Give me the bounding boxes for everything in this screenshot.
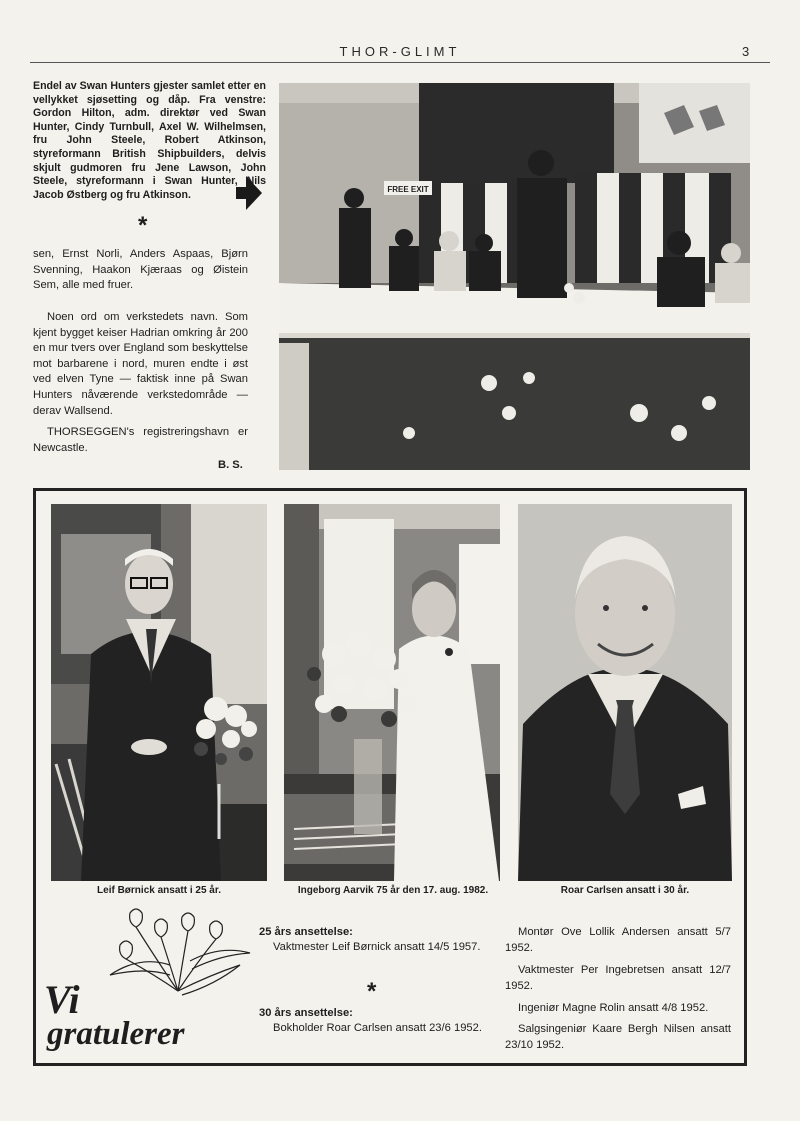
anniversary-entry: Montør Ove Lollik Andersen ansatt 5/7 1952. bbox=[505, 926, 731, 954]
arrow-right-icon bbox=[246, 176, 262, 210]
photo-caption: Ingeborg Aarvik 75 år den 17. aug. 1982. bbox=[297, 885, 489, 896]
greeting-vi: Vi bbox=[44, 977, 80, 1022]
greeting-gratulerer: gratulerer bbox=[47, 1016, 185, 1052]
asterisk-separator: * bbox=[367, 978, 377, 1005]
top-photo-caption: Endel av Swan Hunters gjester samlet etter en vellykket sjøsetting og dåp. Fra venstre: Gordon Hilton, adm. direktør ved Swan Hunter, Cindy Turnbull, Axel W. Wilhelmsen, fru John Steele, Robert Atkinson, styreformann British Shipbuilders, delvis skjult gudmoren fru Jene Lawson, John Steele, styreformann i Swan Hunter, Nils Jacob Østberg og fru Atkinson. bbox=[33, 80, 266, 201]
article-paragraph: Noen ord om verkstedets navn. Som kjent bygget keiser Hadrian omkring år 200 en mur tvers over England som beskyttelse mot barbarene i nord, muren endte i øst ved elven Tyne — faktisk inne på Swan Hunters nåværende verkstedområde — derav Wallsend. bbox=[33, 311, 248, 417]
author-signature: B. S. bbox=[218, 459, 243, 471]
header-rule bbox=[30, 62, 770, 63]
photo-caption: Leif Børnick ansatt i 25 år. bbox=[97, 885, 221, 896]
anniversary-entry: Salgsingeniør Kaare Bergh Nilsen ansatt 23/10 1952. bbox=[505, 1023, 731, 1051]
tulip-bouquet-illustration bbox=[100, 905, 260, 1001]
heading-25-years: 25 års ansettelse: bbox=[259, 926, 353, 938]
anniversary-entry: Ingeniør Magne Rolin ansatt 4/8 1952. bbox=[518, 1002, 709, 1014]
portrait-roar-carlsen bbox=[518, 504, 732, 881]
text-30-years: Bokholder Roar Carlsen ansatt 23/6 1952. bbox=[273, 1022, 482, 1034]
heading-30-years: 30 års ansettelse: bbox=[259, 1007, 353, 1019]
article-paragraph: sen, Ernst Norli, Anders Aspaas, Bjørn Svenning, Haakon Kjæraas og Øistein Sem, alle med fruer. bbox=[33, 248, 248, 292]
page-number: 3 bbox=[742, 44, 750, 59]
asterisk-separator: * bbox=[138, 212, 148, 239]
portrait-ingeborg-aarvik bbox=[284, 504, 500, 881]
text-25-years: Vaktmester Leif Børnick ansatt 14/5 1957. bbox=[273, 941, 481, 953]
exit-sign-text: FREE EXIT bbox=[387, 185, 429, 194]
photo-caption: Roar Carlsen ansatt i 30 år. bbox=[560, 885, 690, 896]
magazine-title: THOR-GLIMT bbox=[339, 44, 461, 59]
portrait-leif-bornick bbox=[51, 504, 267, 881]
anniversary-entry: Vaktmester Per Ingebretsen ansatt 12/7 1952. bbox=[505, 964, 731, 992]
article-paragraph: THORSEGGEN's registreringshavn er Newcastle. bbox=[33, 426, 248, 454]
banquet-photo bbox=[279, 83, 750, 470]
